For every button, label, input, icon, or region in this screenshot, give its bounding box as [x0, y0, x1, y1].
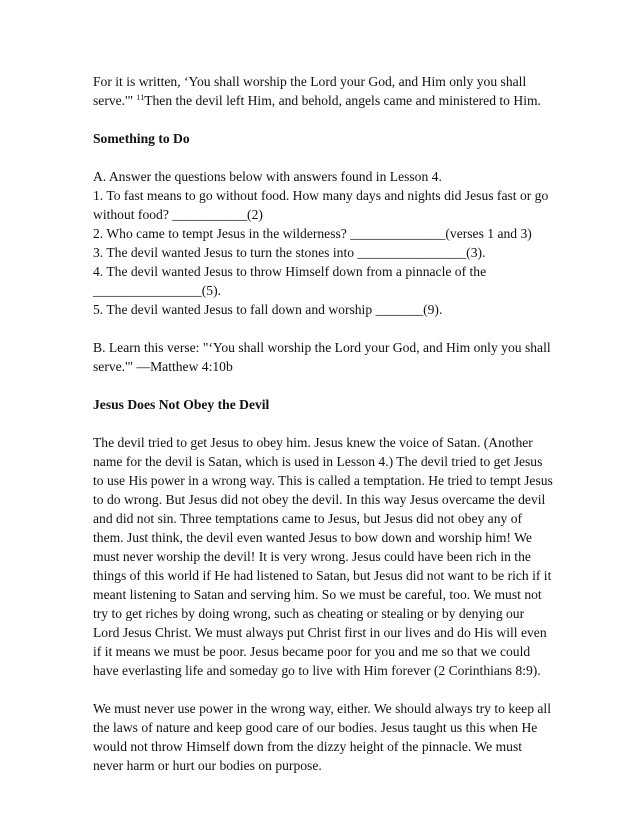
section-heading-something-to-do: Something to Do: [93, 131, 190, 146]
question-item: 2. Who came to tempt Jesus in the wilderness? ______________(verses 1 and 3): [93, 226, 532, 241]
instruction-a: A. Answer the questions below with answers found in Lesson 4.: [93, 169, 442, 184]
document-page: [93, 72, 553, 775]
question-item: 1. To fast means to go without food. How many days and nights did Jesus fast or go without food? ___________(2): [93, 188, 549, 222]
section-heading-jesus-does-not-obey: Jesus Does Not Obey the Devil: [93, 397, 270, 412]
question-item: 3. The devil wanted Jesus to turn the stones into ________________(3).: [93, 245, 486, 260]
question-item: 4. The devil wanted Jesus to throw Himself down from a pinnacle of the ________________(5).: [93, 264, 487, 298]
opening-text-continued: Then the devil left Him, and behold, angels came and ministered to Him.: [144, 93, 541, 108]
question-item: 5. The devil wanted Jesus to fall down and worship _______(9).: [93, 302, 443, 317]
verse-number: 11: [136, 93, 145, 102]
opening-text: For it is written, ‘You shall worship the Lord your God, and Him only you shall serve.'": [93, 74, 527, 108]
question-list: [93, 167, 553, 319]
body-paragraph: We must never use power in the wrong way, either. We should always try to keep all the laws of nature and keep good care of our bodies. Jesus taught us this when He would not throw Himself down from the dizzy height of the pinnacle. We must never harm or hurt our bodies on purpose.: [93, 701, 551, 773]
body-paragraph: The devil tried to get Jesus to obey him. Jesus knew the voice of Satan. (Another name for the devil is Satan, which is used in Lesson 4.) The devil tried to get Jesus to use His power in a wrong way. This is called a temptation. He tried to tempt Jesus to do wrong. But Jesus did not obey the devil. In this way Jesus overcame the devil and did not sin. Three temptations came to Jesus, but Jesus did not obey any of them. Just think, the devil even wanted Jesus to bow down and worship him! We must never worship the devil! It is very wrong. Jesus could have been rich in the things of this world if He had listened to Satan, but Jesus did not want to be rich if it meant listening to Satan and serving him. So we must be careful, too. We must not try to get riches by doing wrong, such as cheating or stealing or by denying our Lord Jesus Christ. We must always put Christ first in our lives and do His will even if it means we must be poor. Jesus became poor for you and me so that we could have everlasting life and someday go to live with Him forever (2 Corinthians 8:9).: [93, 435, 553, 678]
opening-paragraph: [93, 72, 553, 110]
instruction-b: B. Learn this verse: "‘You shall worship the Lord your God, and Him only you shall serve.'" —Matthew 4:10b: [93, 340, 551, 374]
